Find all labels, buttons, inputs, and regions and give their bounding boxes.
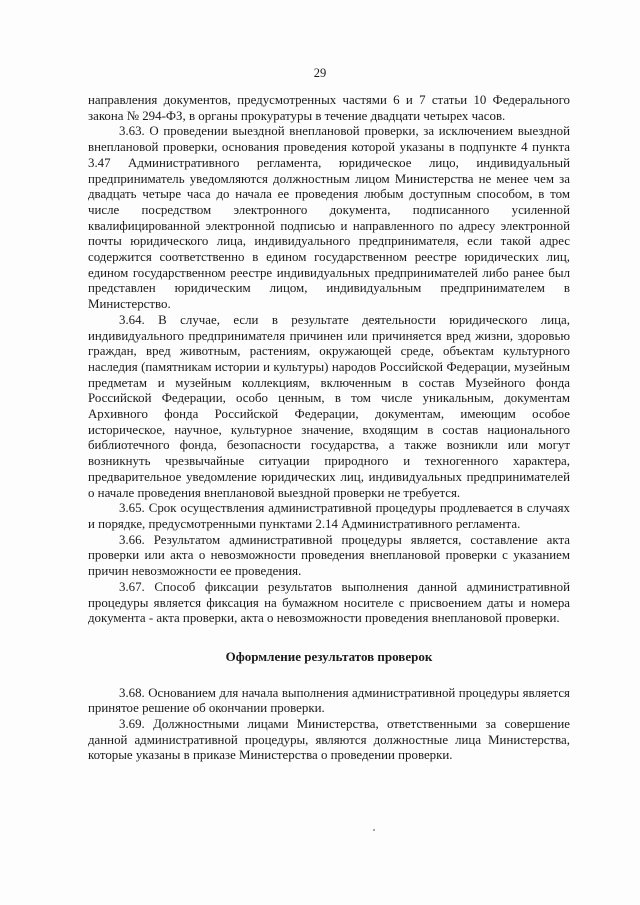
paragraph-3-68: 3.68. Основанием для начала выполнения административной процедуры является принятое решение об окончании проверки. (88, 685, 570, 716)
section-heading: Оформление результатов проверок (225, 648, 433, 664)
paragraph-3-63: 3.63. О проведении выездной внеплановой проверки, за исключением выездной внеплановой проверки, основания проведения которой указаны в подпункте 4 пункта 3.47 Административного регламента, юридическое лицо, индивидуальный предприниматель уведомляются должностным лицом Министерства не менее чем за двадцать четыре часа до начала ее проведения любым доступным способом, в том числе посредством электронного документа, подписанного усиленной квалифицированной электронной подписью и направленного по адресу электронной почты юридического лица, индивидуального предпринимателя, если такой адрес содержится соответственно в едином государственном реестре юридических лиц, едином государственном реестре индивидуальных предпринимателей либо ранее был представлен юридическим лицом, индивидуальным предпринимателем в Министерство. (88, 124, 570, 312)
paragraph-3-69: 3.69. Должностными лицами Министерства, ответственными за совершение данной административной процедуры, являются должностные лица Министерства, которые указаны в приказе Министерства о проведении проверки. (88, 717, 570, 763)
paragraph-continuation: направления документов, предусмотренных частями 6 и 7 статьи 10 Федерального закона № 294-ФЗ, в органы прокуратуры в течение двадцати четырех часов. (88, 93, 570, 123)
paragraph-3-65: 3.65. Срок осуществления административной процедуры продлевается в случаях и порядке, предусмотренными пунктами 2.14 Административного регламента. (88, 501, 570, 531)
paragraph-3-67: 3.67. Способ фиксации результатов выполнения данной административной процедуры является фиксация на бумажном носителе с присвоением даты и номера документа - акта проверки, акта о невозможности проведения внеплановой проверки. (88, 579, 570, 626)
scan-speck (373, 829, 375, 831)
paragraph-3-64: 3.64. В случае, если в результате деятельности юридического лица, индивидуального предпринимателя причинен или причиняется вред жизни, здоровью граждан, вред животным, растениям, окружающей среде, объектам культурного наследия (памятникам истории и культуры) народов Российской Федерации, музейным предметам и музейным коллекциям, включенным в состав Музейного фонда Российской Федерации, особо ценным, в том числе уникальным, документам Архивного фонда Российской Федерации, документам, имеющим особое историческое, научное, культурное значение, входящим в состав национального библиотечного фонда, безопасности государства, а также возникли или могут возникнуть чрезвычайные ситуации природного и техногенного характера, предварительное уведомление юридических лиц, индивидуальных предпринимателей о начале проведения внеплановой выездной проверки не требуется. (88, 312, 570, 500)
page-number: 29 (313, 66, 327, 80)
document-body (88, 93, 570, 764)
paragraph-3-66: 3.66. Результатом административной процедуры является, составление акта проверки или акта о невозможности проведения внеплановой проверки с указанием причин невозможности ее проведения. (88, 532, 570, 579)
